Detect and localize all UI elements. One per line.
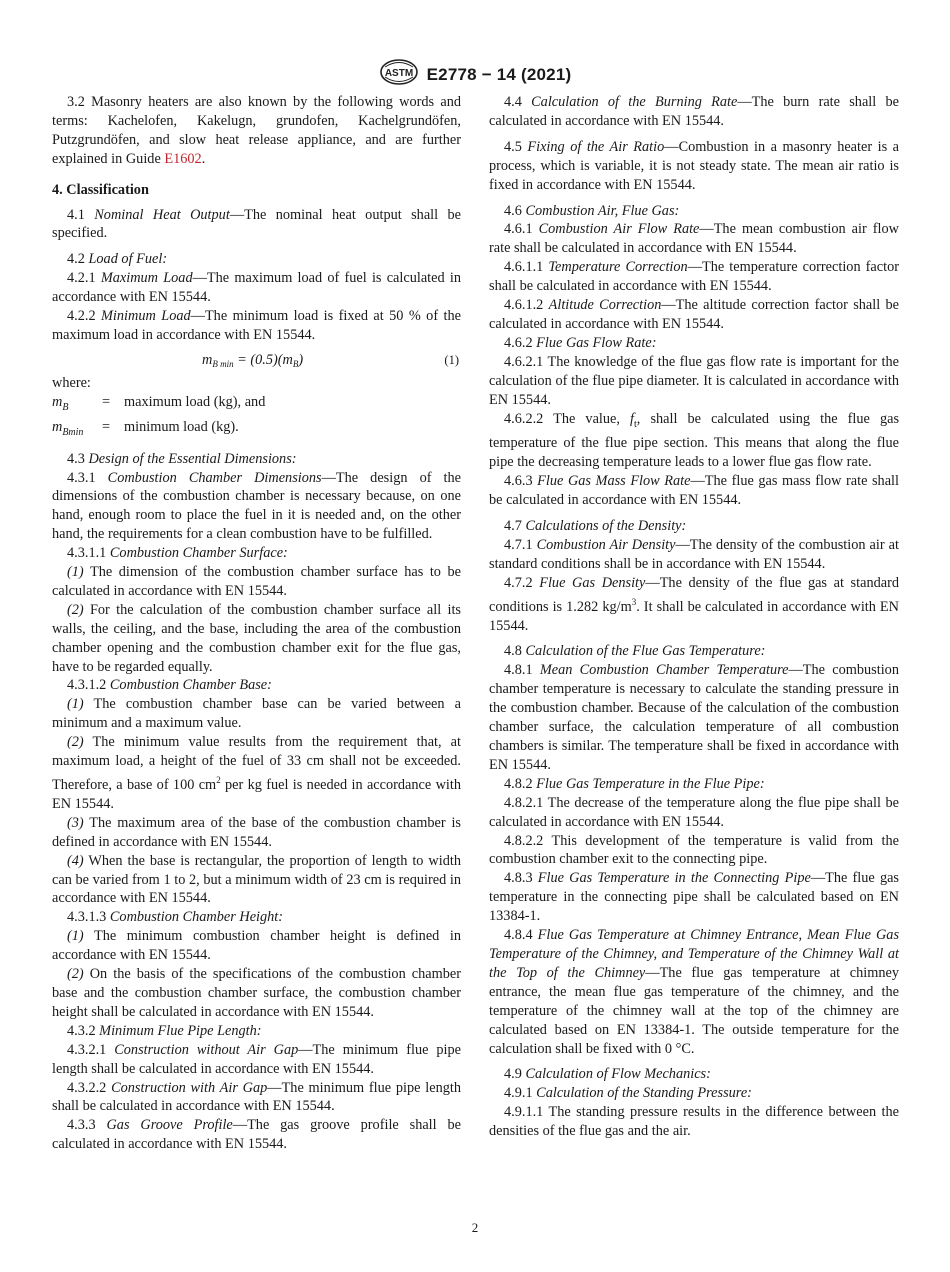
para-4-3-1-2-item-1: (1) The combustion chamber base can be varied between a minimum and a maximum value. <box>52 696 461 732</box>
para-4-3-1-3-item-1: (1) The minimum combustion chamber height is defined in accordance with EN 15544. <box>52 928 461 964</box>
para-4-2-2: 4.2.2 Minimum Load—The minimum load is fixed at 50 % of the maximum load in accordance with EN 15544. <box>52 308 461 343</box>
para-4-8-2-1: 4.8.2.1 The decrease of the temperature along the flue pipe shall be calculated in accordance with EN 15544. <box>489 794 899 830</box>
astm-logo <box>379 58 419 91</box>
para-4-9-1: 4.9.1 Calculation of the Standing Pressure: <box>504 1085 752 1102</box>
para-4-2: 4.2 Load of Fuel: <box>67 251 168 268</box>
para-4-9: 4.9 Calculation of Flow Mechanics: <box>504 1066 711 1083</box>
equation-expression: $m_{B min} = (0.5)(m_B)$ <box>202 351 304 369</box>
para-4-8-2: 4.8.2 Flue Gas Temperature in the Flue Pipe: <box>504 775 765 792</box>
para-4-6-2: 4.6.2 Flue Gas Flow Rate: <box>504 334 657 351</box>
definition-row: $m_{Bmin}$ = minimum load (kg). <box>52 418 239 438</box>
para-4-8: 4.8 Calculation of the Flue Gas Temperature: <box>504 643 766 660</box>
definition-row: $m_B$ = maximum load (kg), and <box>52 393 266 413</box>
equation-1 <box>52 348 461 372</box>
para-4-7: 4.7 Calculations of the Density: <box>504 518 687 535</box>
para-4-6-3: 4.6.3 Flue Gas Mass Flow Rate—The flue gas mass flow rate shall be calculated in accordance with EN 15544. <box>489 473 899 509</box>
para-4-7-1: 4.7.1 Combustion Air Density—The density of the combustion air at standard conditions shall be in accordance with EN 15544. <box>489 536 899 572</box>
para-4-3-1-3: 4.3.1.3 Combustion Chamber Height: <box>67 909 284 926</box>
page-number: 2 <box>471 1220 479 1235</box>
para-3-2: 3.2 Masonry heaters are also known by the following words and terms: Kachelofen, Kakelugn, grundofen, Kachelgrundöfen, Putzgrundöfen, and slow heat release appliance, and are further explained in Guide E1602. <box>52 94 461 167</box>
para-4-3-1-1-item-2: (2) For the calculation of the combustion chamber surface all its walls, the ceiling, and the base, including the area of the combustion chamber opening and the combustion chamber exit for the flue gas, have to be regarded equally. <box>52 601 461 675</box>
para-4-3-1-3-item-2: (2) On the basis of the specifications of the combustion chamber base and the combustion chamber surface, the combustion chamber height shall be calculated in accordance with EN 15544. <box>52 966 461 1020</box>
para-4-8-4: 4.8.4 Flue Gas Temperature at Chimney Entrance, Mean Flue Gas Temperature of the Chimney, and Temperature of the Chimney Wall at the Top of the Chimney—The flue gas temperature at chimney entrance, the mean flue gas temperature of the chimney, and the temperature of the chimney wall at the top of the chimney are calculated based on EN 13384-1. The outside temperature for the calculation shall be fixed with 0 °C. <box>489 927 900 1057</box>
logo-text: ASTM <box>384 68 413 79</box>
right-column <box>489 93 899 1141</box>
para-4-7-2: 4.7.2 Flue Gas Density—The density of the flue gas at standard conditions is 1.282 $kg/m^3$. It shall be calculated in accordance with EN 15544. <box>489 574 899 634</box>
where-label: where: <box>52 374 91 391</box>
document-designation: E2778 − 14 (2021) <box>426 64 572 84</box>
variable-definitions <box>52 393 461 443</box>
para-4-6-1: 4.6.1 Combustion Air Flow Rate—The mean combustion air flow rate shall be calculated in accordance with EN 15544. <box>489 221 899 257</box>
para-4-3-1-2-item-3: (3) The maximum area of the base of the combustion chamber is defined in accordance with EN 15544. <box>52 814 461 850</box>
guide-e1602-link[interactable]: E1602 <box>164 150 202 167</box>
para-4-6: 4.6 Combustion Air, Flue Gas: <box>504 202 680 219</box>
para-4-3-1-2: 4.3.1.2 Combustion Chamber Base: <box>67 677 272 694</box>
para-4-3-2: 4.3.2 Minimum Flue Pipe Length: <box>67 1022 262 1039</box>
para-4-3-2-2: 4.3.2.2 Construction with Air Gap—The minimum flue pipe length shall be calculated in accordance with EN 15544. <box>52 1079 462 1115</box>
para-4-6-2-1: 4.6.2.1 The knowledge of the flue gas flow rate is important for the calculation of the flue pipe diameter. It is calculated in accordance with EN 15544. <box>489 353 899 408</box>
para-4-6-1-2: 4.6.1.2 Altitude Correction—The altitude correction factor shall be calculated in accordance with EN 15544. <box>489 297 899 332</box>
para-4-6-2-2: 4.6.2.2 The value, $f_t$, shall be calculated using the flue gas temperature of the flue pipe section. This means that along the flue pipe the decreasing temperature leads to a lower flue gas flow rate. <box>489 410 900 471</box>
para-4-3-1-1-item-1: (1) The dimension of the combustion chamber surface has to be calculated in accordance with EN 15544. <box>52 564 461 599</box>
para-4-1: 4.1 Nominal Heat Output—The nominal heat output shall be specified. <box>52 206 461 242</box>
equation-number: (1) <box>444 352 459 367</box>
section-heading-classification: 4. Classification <box>52 181 149 198</box>
para-4-8-2-2: 4.8.2.2 This development of the temperature is valid from the combustion chamber exit to the connecting pipe. <box>489 832 899 868</box>
para-4-8-1: 4.8.1 Mean Combustion Chamber Temperature—The combustion chamber temperature is necessary to calculate the standing pressure in the combustion chamber. Because of the calculation of the combustion chamber surface, the calculation temperature of all combustion chambers is similar. The temperature shall be fixed in accordance with EN 15544. <box>489 662 899 773</box>
para-4-3-1-2-item-4: (4) When the base is rectangular, the proportion of length to width can be varied from 1 to 2, but a minimum width of 23 cm is required in accordance with EN 15544. <box>52 852 461 907</box>
para-4-6-1-1: 4.6.1.1 Temperature Correction—The temperature correction factor shall be calculated in accordance with EN 15544. <box>489 259 899 295</box>
para-4-3-2-1: 4.3.2.1 Construction without Air Gap—The minimum flue pipe length shall be calculated in accordance with EN 15544. <box>52 1041 462 1077</box>
para-4-3-3: 4.3.3 Gas Groove Profile—The gas groove profile shall be calculated in accordance with EN 15544. <box>52 1117 461 1153</box>
para-4-3-1-2-item-2: (2) The minimum value results from the requirement that, at maximum load, a height of the fuel of 33 cm shall not be exceeded. Therefore, a base of 100 $cm^2$ per kg fuel is needed in accordance with EN 15544. <box>52 734 461 812</box>
left-column <box>52 93 461 1154</box>
page-header <box>0 58 950 91</box>
para-4-8-3: 4.8.3 Flue Gas Temperature in the Connecting Pipe—The flue gas temperature in the connecting pipe shall be calculated based on EN 13384-1. <box>489 870 899 925</box>
para-4-2-1: 4.2.1 Maximum Load—The maximum load of fuel is calculated in accordance with EN 15544. <box>52 270 461 306</box>
para-4-5: 4.5 Fixing of the Air Ratio—Combustion in a masonry heater is a process, which is variable, it is not steady state. The mean air ratio is fixed in accordance with EN 15544. <box>489 138 899 193</box>
para-4-3-1-1: 4.3.1.1 Combustion Chamber Surface: <box>67 545 288 562</box>
para-4-3-1: 4.3.1 Combustion Chamber Dimensions—The design of the dimensions of the combustion chamber is necessary because, on one hand, enough room to place the fuel in it is needed and, on the other hand, the requirements for a clean combustion have to be fulfilled. <box>52 469 461 543</box>
para-4-4: 4.4 Calculation of the Burning Rate—The burn rate shall be calculated in accordance with EN 15544. <box>489 94 899 129</box>
para-4-3: 4.3 Design of the Essential Dimensions: <box>67 450 297 467</box>
para-4-9-1-1: 4.9.1.1 The standing pressure results in the difference between the densities of the flue gas and the air. <box>489 1104 899 1140</box>
